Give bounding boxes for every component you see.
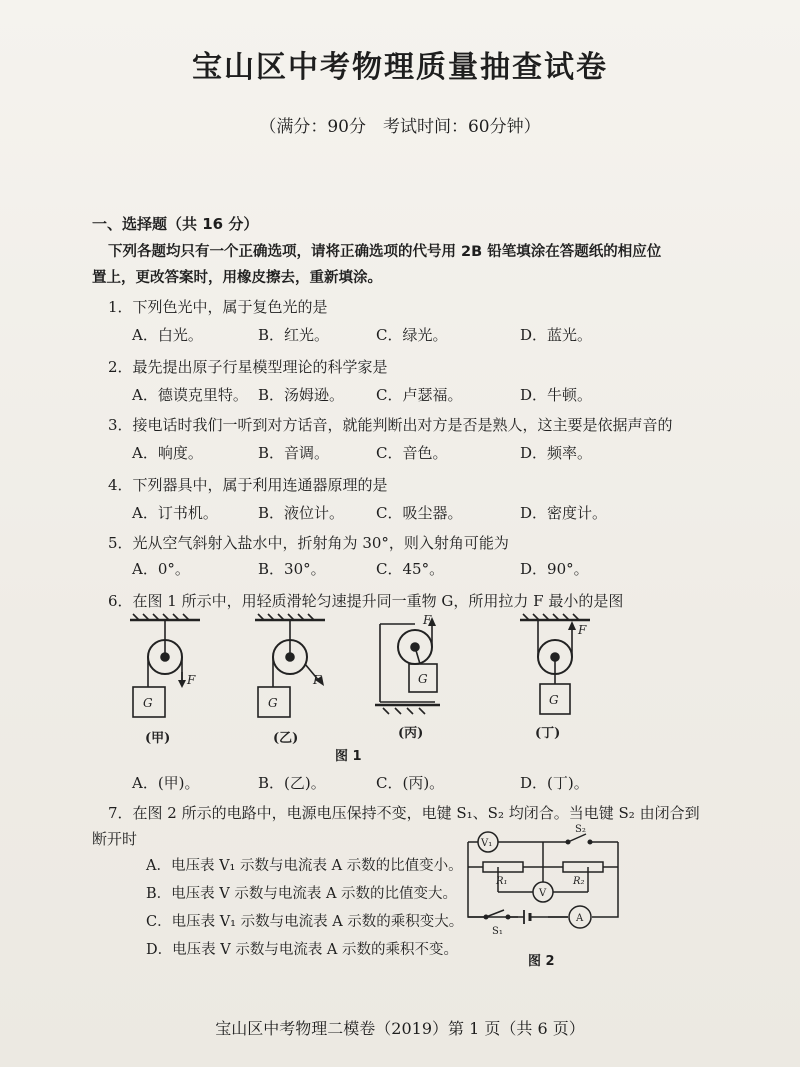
question-5-option-c: C．45°。 <box>376 560 445 578</box>
question-5-option-b: B．30°。 <box>258 560 326 578</box>
question-2-option-d: D．牛顿。 <box>520 386 593 404</box>
figure-2-circuit <box>458 822 638 942</box>
question-7-option-d: D．电压表 V 示数与电流表 A 示数的乘积不变。 <box>146 942 459 958</box>
question-5-option-a: A．0°。 <box>132 560 190 578</box>
page-footer: 宝山区中考物理二模卷（2019）第 1 页（共 6 页） <box>215 1019 585 1038</box>
question-4-option-a: A．订书机。 <box>132 504 218 522</box>
question-6-option-a: A．(甲)。 <box>132 774 200 792</box>
fig2-r1-label: R₁ <box>496 876 508 887</box>
question-6-stem: 6．在图 1 所示中，用轻质滑轮匀速提升同一重物 G，所用拉力 F 最小的是图 <box>108 592 624 610</box>
question-7-option-b: B．电压表 V 示数与电流表 A 示数的比值变大。 <box>146 886 458 902</box>
question-5-option-d: D．90°。 <box>520 560 589 578</box>
question-4-option-b: B．液位计。 <box>258 504 345 522</box>
figure-1-pulleys <box>115 612 635 762</box>
question-7-option-a: A．电压表 V₁ 示数与电流表 A 示数的比值变小。 <box>146 858 463 874</box>
question-2-option-a: A．德谟克里特。 <box>132 386 248 404</box>
fig1-weight-label-ding: G <box>549 693 559 707</box>
question-1-option-a: A．白光。 <box>132 326 203 344</box>
page-subtitle: （满分：90分 考试时间：60分钟） <box>259 117 541 137</box>
instruction-line-2: 置上，更改答案时，用橡皮擦去，重新填涂。 <box>92 270 382 286</box>
question-1-option-d: D．蓝光。 <box>520 326 593 344</box>
fig2-a-label: A <box>576 913 584 924</box>
question-4-option-c: C．吸尘器。 <box>376 504 463 522</box>
question-4-stem: 4．下列器具中，属于利用连通器原理的是 <box>108 476 388 494</box>
page-title: 宝山区中考物理质量抽查试卷 <box>192 50 608 85</box>
question-3-option-a: A．响度。 <box>132 444 203 462</box>
question-2-stem: 2．最先提出原子行星模型理论的科学家是 <box>108 358 388 376</box>
question-5-stem: 5．光从空气斜射入盐水中，折射角为 30°，则入射角可能为 <box>108 534 509 552</box>
fig2-s2-label: S₂ <box>575 824 586 835</box>
fig1-weight-label-yi: G <box>268 696 278 710</box>
question-6-option-d: D．(丁)。 <box>520 774 589 792</box>
fig1-label-jia: (甲) <box>145 731 171 746</box>
question-6-option-b: B．(乙)。 <box>258 774 326 792</box>
question-3-option-b: B．音调。 <box>258 444 330 462</box>
fig1-label-yi: (乙) <box>273 731 299 746</box>
fig1-force-label-ding: F <box>578 623 587 637</box>
fig2-v1-label: V₁ <box>481 838 493 849</box>
question-1-option-c: C．绿光。 <box>376 326 448 344</box>
question-3-stem: 3．接电话时我们一听到对方话音，就能判断出对方是否是熟人，这主要是依据声音的 <box>108 416 673 434</box>
fig2-r2-label: R₂ <box>573 876 585 887</box>
fig1-force-label-jia: F <box>187 673 196 687</box>
fig1-label-ding: (丁) <box>535 726 561 741</box>
question-4-option-d: D．密度计。 <box>520 504 608 522</box>
fig1-force-label-yi: F <box>313 673 322 687</box>
question-7-stem-line-2: 断开时 <box>92 830 138 848</box>
question-6-option-c: C．(丙)。 <box>376 774 445 792</box>
fig2-v-label: V <box>539 888 547 899</box>
question-7-option-c: C．电压表 V₁ 示数与电流表 A 示数的乘积变大。 <box>146 914 464 930</box>
fig1-weight-label-bing: G <box>418 672 428 686</box>
question-1-stem: 1．下列色光中，属于复色光的是 <box>108 298 328 316</box>
fig2-s1-label: S₁ <box>492 926 503 937</box>
fig1-weight-label-jia: G <box>143 696 153 710</box>
fig1-label-bing: (丙) <box>398 726 424 741</box>
question-7-stem-line-1: 7．在图 2 所示的电路中，电源电压保持不变，电键 S₁、S₂ 均闭合。当电键 S₂ 由闭合到 <box>108 804 700 822</box>
question-3-option-c: C．音色。 <box>376 444 448 462</box>
question-2-option-c: C．卢瑟福。 <box>376 386 463 404</box>
fig1-force-label-bing: F <box>423 613 432 627</box>
figure-2-caption: 图 2 <box>528 954 555 969</box>
section-heading: 一、选择题（共 16 分） <box>92 215 259 233</box>
question-1-option-b: B．红光。 <box>258 326 330 344</box>
question-3-option-d: D．频率。 <box>520 444 593 462</box>
question-2-option-b: B．汤姆逊。 <box>258 386 345 404</box>
figure-1-caption: 图 1 <box>335 749 362 764</box>
instruction-line-1: 下列各题均只有一个正确选项，请将正确选项的代号用 2B 铅笔填涂在答题纸的相应位 <box>108 244 662 260</box>
